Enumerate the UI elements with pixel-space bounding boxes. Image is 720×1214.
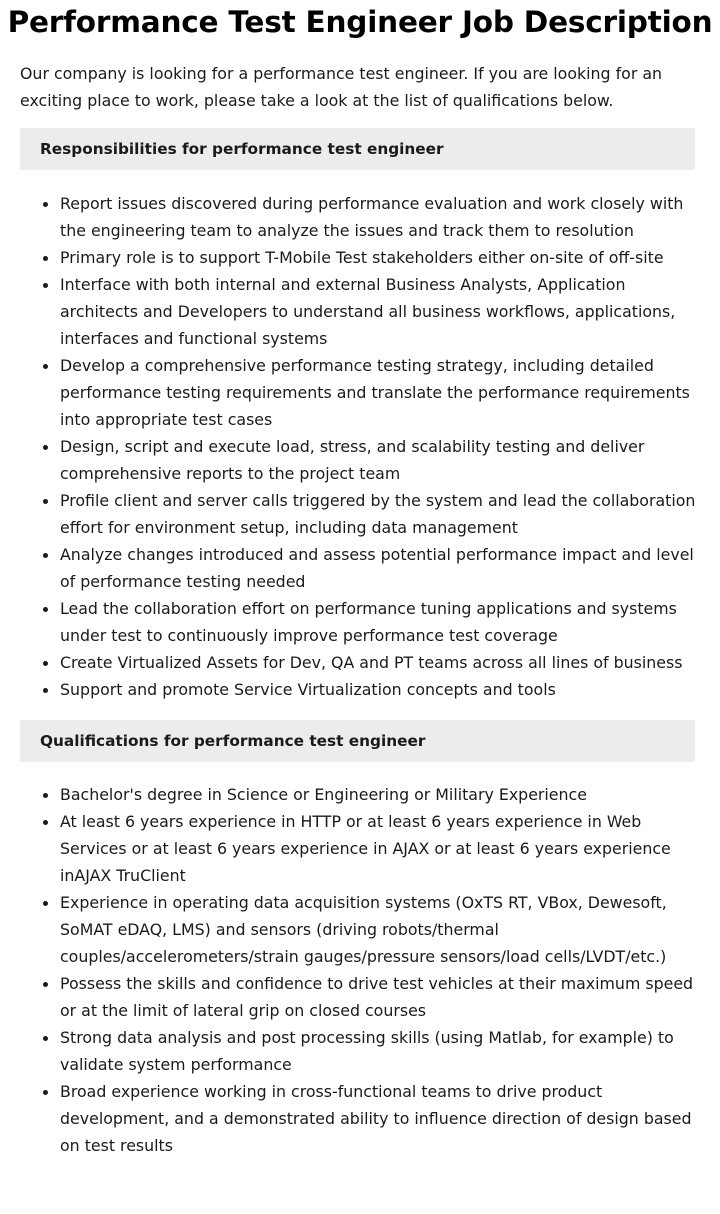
responsibility-item: Support and promote Service Virtualization concepts and tools xyxy=(60,676,700,703)
bullet-icon xyxy=(43,820,48,825)
bullet-icon xyxy=(43,607,48,612)
bullet-icon xyxy=(43,256,48,261)
responsibility-item: Report issues discovered during performance evaluation and work closely with the engineering team to analyze the issues and track them to resolution xyxy=(60,190,700,244)
bullet-icon xyxy=(43,445,48,450)
bullet-icon xyxy=(43,661,48,666)
responsibilities-heading: Responsibilities for performance test engineer xyxy=(20,128,695,170)
bullet-icon xyxy=(43,688,48,693)
bullet-icon xyxy=(43,982,48,987)
qualification-item: Strong data analysis and post processing skills (using Matlab, for example) to validate system performance xyxy=(60,1024,700,1078)
responsibility-item: Develop a comprehensive performance testing strategy, including detailed performance testing requirements and translate the performance requirements into appropriate test cases xyxy=(60,352,700,433)
bullet-icon xyxy=(43,793,48,798)
bullet-icon xyxy=(43,499,48,504)
responsibility-item: Create Virtualized Assets for Dev, QA and PT teams across all lines of business xyxy=(60,649,700,676)
responsibility-item: Design, script and execute load, stress, and scalability testing and deliver comprehensive reports to the project team xyxy=(60,433,700,487)
bullet-icon xyxy=(43,1090,48,1095)
responsibility-item: Profile client and server calls triggered by the system and lead the collaboration effort for environment setup, including data management xyxy=(60,487,700,541)
qualification-item: Bachelor's degree in Science or Engineering or Military Experience xyxy=(60,781,700,808)
page-title: Performance Test Engineer Job Description xyxy=(7,5,713,39)
bullet-icon xyxy=(43,202,48,207)
qualifications-heading: Qualifications for performance test engineer xyxy=(20,720,695,762)
bullet-icon xyxy=(43,364,48,369)
qualifications-list xyxy=(0,781,700,1159)
intro-paragraph: Our company is looking for a performance test engineer. If you are looking for an exciting place to work, please take a look at the list of qualifications below. xyxy=(20,64,663,110)
qualification-item: At least 6 years experience in HTTP or at least 6 years experience in Web Services or at least 6 years experience in AJAX or at least 6 years experience inAJAX TruClient xyxy=(60,808,700,889)
responsibility-item: Primary role is to support T-Mobile Test stakeholders either on-site of off-site xyxy=(60,244,700,271)
bullet-icon xyxy=(43,901,48,906)
responsibilities-list xyxy=(0,190,700,703)
bullet-icon xyxy=(43,1036,48,1041)
responsibility-item: Analyze changes introduced and assess potential performance impact and level of performance testing needed xyxy=(60,541,700,595)
qualification-item: Broad experience working in cross-functional teams to drive product development, and a demonstrated ability to influence direction of design based on test results xyxy=(60,1078,700,1159)
qualification-item: Possess the skills and confidence to drive test vehicles at their maximum speed or at the limit of lateral grip on closed courses xyxy=(60,970,700,1024)
qualification-item: Experience in operating data acquisition systems (OxTS RT, VBox, Dewesoft, SoMAT eDAQ, LMS) and sensors (driving robots/thermal couples/accelerometers/strain gauges/pressure sensors/load cells/LVDT/etc.) xyxy=(60,889,700,970)
responsibility-item: Interface with both internal and external Business Analysts, Application architects and Developers to understand all business workflows, applications, interfaces and functional systems xyxy=(60,271,700,352)
bullet-icon xyxy=(43,553,48,558)
responsibility-item: Lead the collaboration effort on performance tuning applications and systems under test to continuously improve performance test coverage xyxy=(60,595,700,649)
bullet-icon xyxy=(43,283,48,288)
